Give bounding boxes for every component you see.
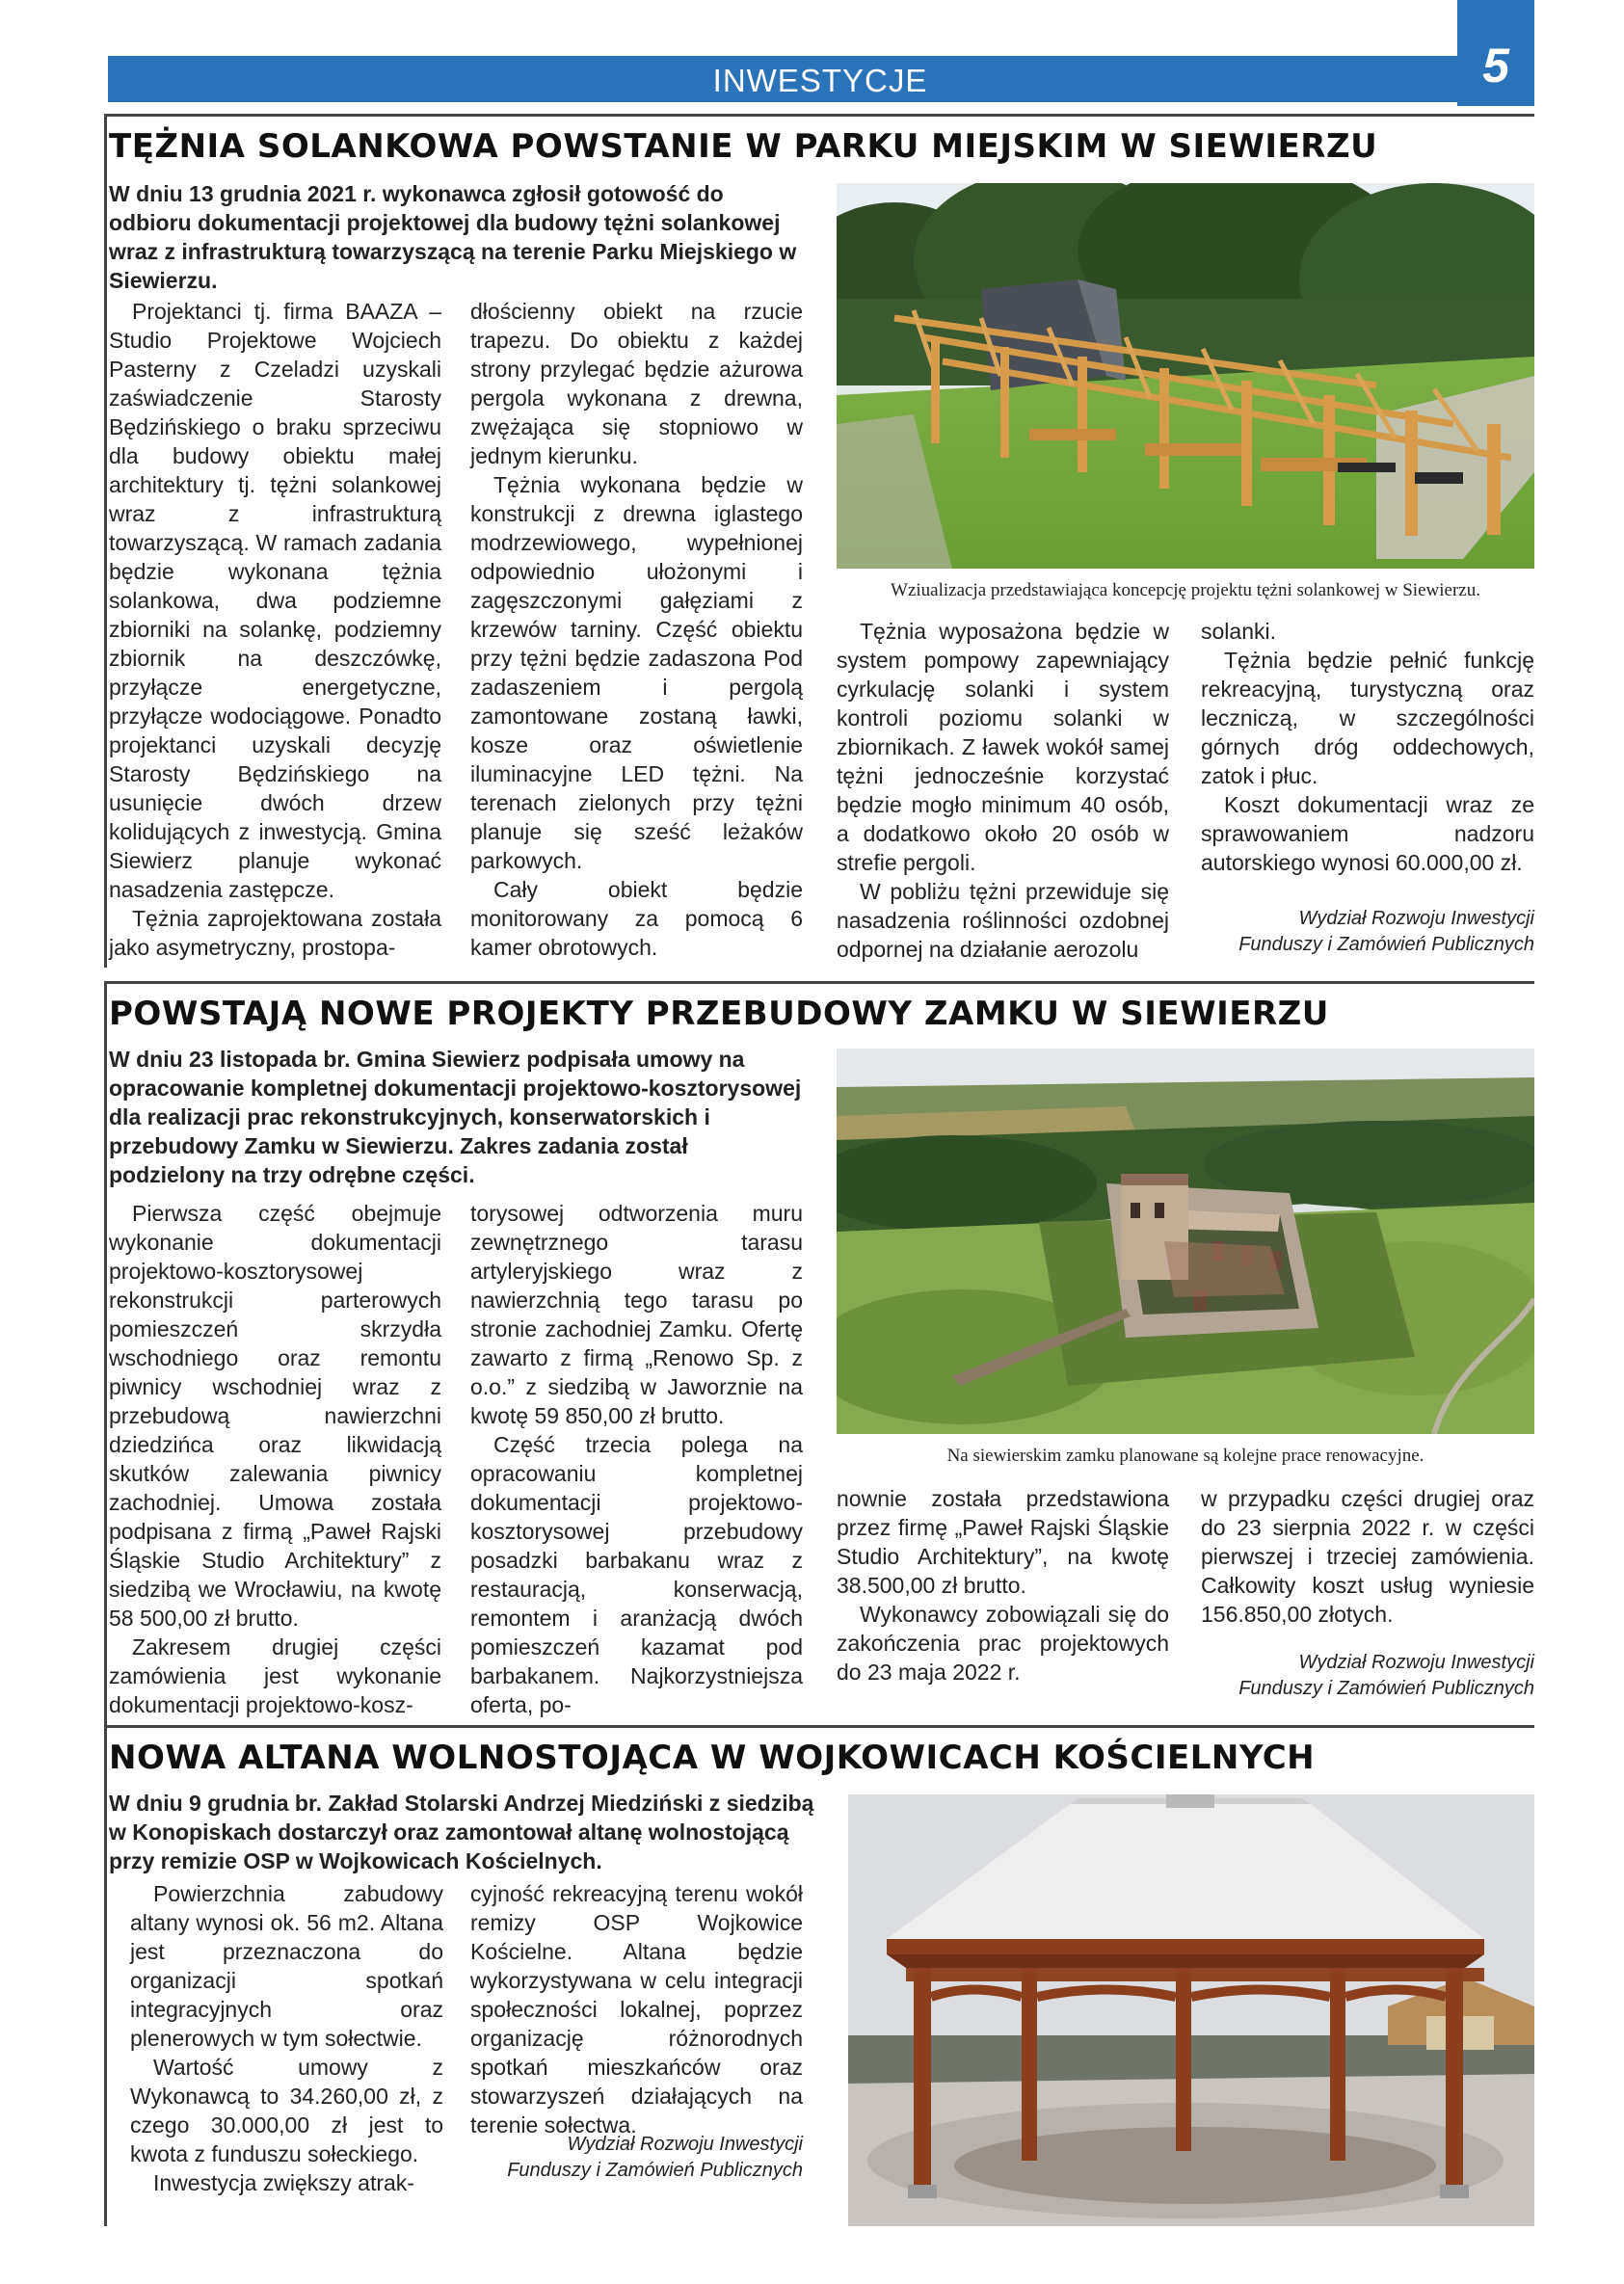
castle-aerial-photo (837, 1049, 1534, 1434)
image-caption: Na siewierskim zamku planowane są kolejne prace renowacyjne. (946, 1446, 1424, 1466)
gazebo-photo (848, 1794, 1534, 2226)
signature-line: Wydział Rozwoju Inwestycji (1298, 908, 1534, 929)
article-frame-left (104, 1725, 107, 2226)
article-column-1 (109, 297, 441, 962)
paragraph: Cały obiekt będzie monitorowany za pomocą 6 kamer obrotowych. (470, 877, 803, 960)
paragraph: W pobliżu tężni przewiduje się nasadzenia roślinności ozdobnej odpornej na działanie aerozolu (837, 879, 1169, 962)
paragraph: cyjność rekreacyjną terenu wokół remizy OSP Wojkowice Kościelne. Altana będzie wykorzystywana w celu integracji społeczności lokalnej, poprzez organizację różnorodnych spotkań mieszkańców oraz stowarzyszeń działających na terenie sołectwa. (470, 1881, 803, 2138)
paragraph: torysowej odtworzenia muru zewnętrznego tarasu artyleryjskiego wraz z nawierzchnią tego tarasu po stronie zachodniej Zamku. Ofertę zawarto z firmą „Renowo Sp. z o.o.” z siedzibą w Jaworznie na kwotę 59 850,00 zł brutto. (470, 1201, 803, 1428)
article-column-3 (837, 617, 1169, 964)
paragraph: Tężnia będzie pełnić funkcję rekreacyjną, turystyczną oraz leczniczą, w szczególności górnych dróg oddechowych, zatok i płuc. (1201, 648, 1534, 788)
author-signature (1201, 1650, 1534, 1702)
paragraph: dłościenny obiekt na rzucie trapezu. Do obiektu z każdej strony przylegać będzie ażurowa pergola wykonana z drewna, zwężająca się stopniowo w jednym kierunku. (470, 299, 803, 468)
image-caption: Wziualizacja przedstawiająca koncepcję projektu tężni solankowej w Siewierzu. (891, 580, 1480, 600)
article-column-1 (109, 1199, 441, 1719)
paragraph: Koszt dokumentacji wraz ze sprawowaniem nadzoru autorskiego wynosi 60.000,00 zł. (1201, 792, 1534, 875)
paragraph: Wartość umowy z Wykonawcą to 34.260,00 zł, z czego 30.000,00 zł jest to kwota z funduszu sołeckiego. (130, 2055, 443, 2166)
paragraph: Powierzchnia zabudowy altany wynosi ok. 56 m2. Altana jest przeznaczona do organizacji spotkań integracyjnych oraz plenerowych w tym sołectwie. (130, 1881, 443, 2051)
signature-line: Funduszy i Zamówień Publicznych (1238, 934, 1534, 955)
article-frame-top (104, 981, 1534, 984)
signature-line: Funduszy i Zamówień Publicznych (507, 2160, 803, 2181)
page-number: 5 (1482, 39, 1509, 93)
signature-line: Wydział Rozwoju Inwestycji (567, 2134, 803, 2155)
article-title: NOWA ALTANA WOLNOSTOJĄCA W WOJKOWICACH KOŚCIELNYCH (109, 1739, 1316, 1777)
paragraph: Projektanci tj. firma BAAZA – Studio Projektowe Wojciech Pasterny z Czeladzi uzyskali zaświadczenie Starosty Będzińskiego o braku sprzeciwu dla budowy obiektu małej architektury tj. tężni solankowej wraz z infrastrukturą towarzyszącą. W ramach zadania będzie wykonana tężnia solankowa, dwa podziemne zbiorniki na solankę, podziemny zbiornik na deszczówkę, przyłącze energetyczne, przyłącze wodociągowe. Ponadto projektanci uzyskali decyzję Starosty Będzińskiego na usunięcie dwóch drzew kolidujących z inwestycją. Gmina Siewierz planuje wykonać nasadzenia zastępcze. (109, 299, 441, 902)
author-signature (470, 2132, 803, 2184)
paragraph: Pierwsza część obejmuje wykonanie dokumentacji projektowo-kosztorysowej rekonstrukcji parterowych pomieszczeń skrzydła wschodniego oraz remontu piwnicy wschodniej wraz z przebudową nawierzchni dziedzińca oraz likwidacją skutków zalewania piwnicy zachodniej. Umowa została podpisana z firmą „Paweł Rajski Śląskie Studio Architektury” z siedzibą we Wrocławiu, na kwotę 58 500,00 zł brutto. (109, 1201, 441, 1631)
paragraph: solanki. (1201, 619, 1276, 644)
article-lead: W dniu 23 listopada br. Gmina Siewierz podpisała umowy na opracowanie kompletnej dokumentacji projektowo-kosztorysowej dla realizacji prac rekonstrukcyjnych, konserwatorskich i przebudowy Zamku w Siewierzu. Zakres zadania został podzielony na trzy odrębne części. (109, 1047, 802, 1187)
paragraph: Część trzecia polega na opracowaniu kompletnej dokumentacji projektowo-kosztorysowej przebudowy posadzki barbakanu wraz z restauracją, konserwacją, remontem i aranżacją dwóch pomieszczeń kazamat pod barbakanem. Najkorzystniejsza oferta, po- (470, 1432, 803, 1717)
paragraph: Tężnia wykonana będzie w konstrukcji z drewna iglastego modrzewiowego, wypełnionej odpowiednio ułożonymi i zagęszczonymi gałęziami z krzewów tarniny. Część obiektu przy tężni będzie zadaszona Pod zadaszeniem i pergolą zamontowane zostaną ławki, kosze oraz oświetlenie iluminacyjne LED tężni. Na terenach zielonych przy tężni planuje się sześć leżaków parkowych. (470, 472, 803, 873)
article-lead: W dniu 9 grudnia br. Zakład Stolarski Andrzej Miedziński z siedzibą w Konopiskach dostarczył oraz zamontował altanę wolnostojącą przy remizie OSP w Wojkowicach Kościelnych. (109, 1791, 814, 1873)
author-signature (1201, 906, 1534, 958)
signature-line: Wydział Rozwoju Inwestycji (1298, 1652, 1534, 1673)
article-frame-top (104, 114, 1534, 117)
article-frame-top (104, 1725, 1534, 1728)
graduation-tower-visualization-image (837, 183, 1534, 569)
paragraph: Wykonawcy zobowiązali się do zakończenia prac projektowych do 23 maja 2022 r. (837, 1602, 1169, 1685)
paragraph: nownie została przedstawiona przez firmę „Paweł Rajski Śląskie Studio Architektury”, na kwotę 38.500,00 zł brutto. (837, 1486, 1169, 1598)
paragraph: w przypadku części drugiej oraz do 23 sierpnia 2022 r. w części pierwszej i trzeciej zamówienia. Całkowity koszt usług wyniesie 156.850,00 złotych. (1201, 1486, 1534, 1627)
section-title: INWESTYCJE (712, 63, 928, 98)
signature-line: Funduszy i Zamówień Publicznych (1238, 1678, 1534, 1699)
article-column-2 (470, 1879, 803, 2139)
article-column-2 (470, 297, 803, 962)
article-column-3 (837, 1484, 1169, 1686)
paragraph: Tężnia zaprojektowana została jako asymetryczny, prostopa- (109, 906, 441, 960)
article-column-1 (130, 1879, 443, 2197)
article-frame-left (104, 114, 107, 968)
paragraph: Inwestycja zwiększy atrak- (153, 2170, 414, 2195)
paragraph: Tężnia wyposażona będzie w system pompowy zapewniający cyrkulację solanki i system kontroli poziomu solanki w zbiornikach. Z ławek wokół samej tężni jednocześnie korzystać będzie mogło minimum 40 osób, a dodatkowo około 20 osób w strefie pergoli. (837, 619, 1169, 875)
article-column-2 (470, 1199, 803, 1719)
article-column-4 (1201, 617, 1534, 877)
article-title: POWSTAJĄ NOWE PROJEKTY PRZEBUDOWY ZAMKU W SIEWIERZU (109, 995, 1329, 1033)
paragraph: Zakresem drugiej części zamówienia jest wykonanie dokumentacji projektowo-kosz- (109, 1634, 441, 1717)
article-title: TĘŻNIA SOLANKOWA POWSTANIE W PARKU MIEJSKIM W SIEWIERZU (109, 127, 1378, 166)
article-lead: W dniu 13 grudnia 2021 r. wykonawca zgłosił gotowość do odbioru dokumentacji projektowej dla budowy tężni solankowej wraz z infrastrukturą towarzyszącą na terenie Parku Miejskiego w Siewierzu. (109, 181, 797, 293)
article-frame-left (104, 981, 107, 1727)
article-column-4 (1201, 1484, 1534, 1629)
